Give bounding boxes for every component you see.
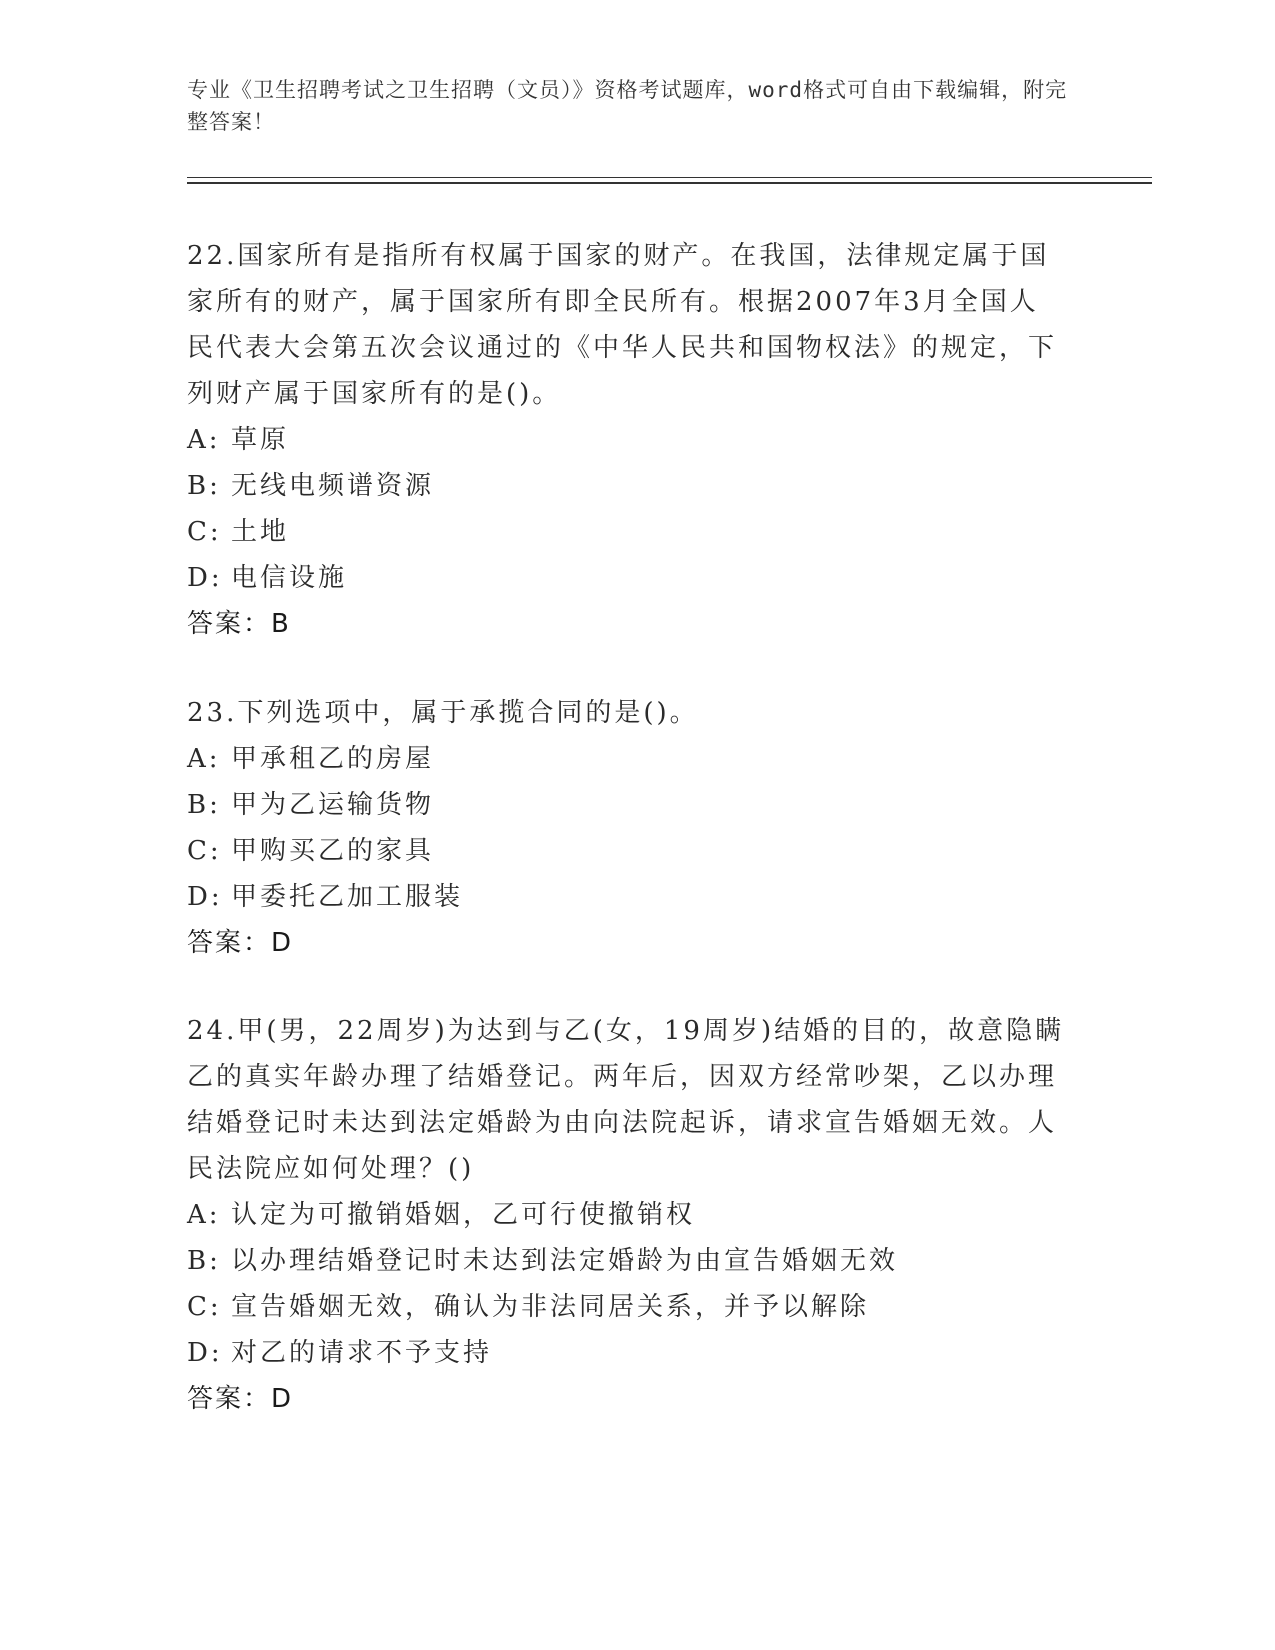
option-text: 以办理结婚登记时未达到法定婚龄为由宣告婚姻无效	[231, 1246, 899, 1276]
option-d	[187, 555, 1067, 601]
option-text: 甲为乙运输货物	[231, 790, 435, 820]
header-divider-top	[187, 177, 1152, 178]
answer-line: 答案：B	[187, 609, 291, 639]
option-key: B:	[187, 790, 221, 820]
option-b	[187, 782, 1067, 828]
option-key: B:	[187, 471, 221, 501]
option-key: D:	[187, 563, 223, 593]
answer-line: 答案：D	[187, 928, 294, 958]
option-text: 甲购买乙的家具	[231, 836, 435, 866]
option-text: 土地	[231, 517, 290, 547]
option-key: A:	[187, 1200, 221, 1230]
option-text: 无线电频谱资源	[231, 471, 435, 501]
option-text: 宣告婚姻无效，确认为非法同居关系，并予以解除	[231, 1292, 870, 1322]
answer-line: 答案：D	[187, 1384, 294, 1414]
option-key: A:	[187, 744, 221, 774]
option-c	[187, 509, 1067, 555]
option-key: C:	[187, 517, 222, 547]
option-text: 甲承租乙的房屋	[231, 744, 435, 774]
option-text: 草原	[231, 425, 290, 455]
option-d	[187, 874, 1067, 920]
document-header: 专业《卫生招聘考试之卫生招聘（文员）》资格考试题库，word格式可自由下载编辑，附完整答案！	[187, 78, 1068, 134]
option-a	[187, 736, 1067, 782]
question-23	[187, 690, 1067, 966]
option-key: D:	[187, 882, 223, 912]
option-key: C:	[187, 1292, 222, 1322]
question-22	[187, 233, 1067, 647]
option-key: D:	[187, 1338, 223, 1368]
header-divider-bottom	[187, 182, 1152, 184]
option-c	[187, 828, 1067, 874]
option-text: 甲委托乙加工服装	[231, 882, 464, 912]
question-stem: 22.国家所有是指所有权属于国家的财产。在我国，法律规定属于国家所有的财产，属于国家所有即全民所有。根据2007年3月全国人民代表大会第五次会议通过的《中华人民共和国物权法》的规定，下列财产属于国家所有的是()。	[187, 241, 1058, 409]
question-stem: 23.下列选项中，属于承揽合同的是()。	[187, 698, 699, 728]
option-d	[187, 1330, 1067, 1376]
option-a	[187, 1192, 1067, 1238]
option-c	[187, 1284, 1067, 1330]
option-text: 对乙的请求不予支持	[231, 1338, 493, 1368]
option-b	[187, 1238, 1067, 1284]
question-stem: 24.甲(男，22周岁)为达到与乙(女，19周岁)结婚的目的，故意隐瞒乙的真实年龄办理了结婚登记。两年后，因双方经常吵架，乙以办理结婚登记时未达到法定婚龄为由向法院起诉，请求宣告婚姻无效。人民法院应如何处理？()	[187, 1016, 1065, 1184]
option-text: 认定为可撤销婚姻，乙可行使撤销权	[231, 1200, 696, 1230]
option-b	[187, 463, 1067, 509]
question-24	[187, 1008, 1067, 1422]
option-key: A:	[187, 425, 221, 455]
option-key: C:	[187, 836, 222, 866]
option-a	[187, 417, 1067, 463]
option-text: 电信设施	[231, 563, 348, 593]
option-key: B:	[187, 1246, 221, 1276]
